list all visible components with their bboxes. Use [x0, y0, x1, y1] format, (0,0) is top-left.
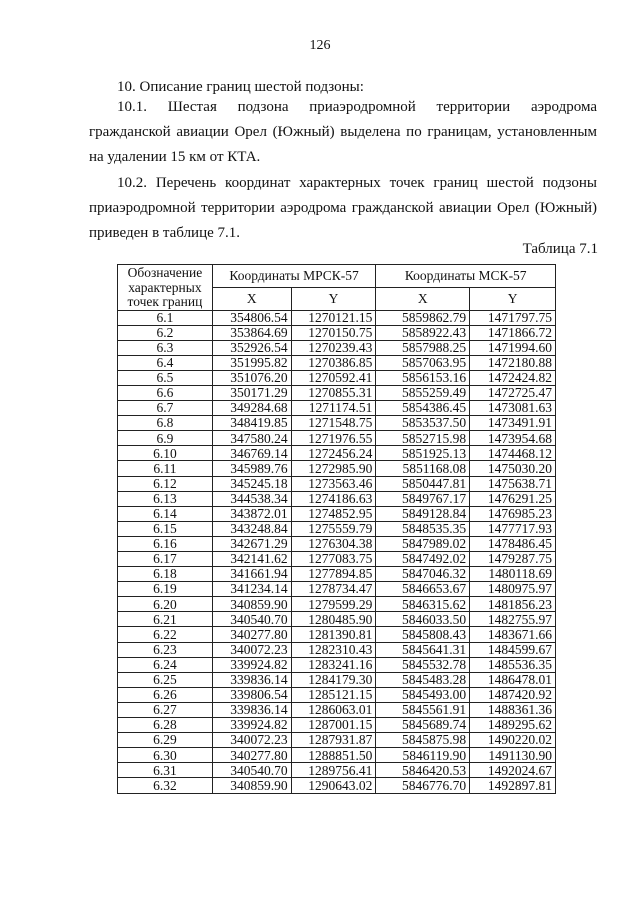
mrsk-y-cell: 1270121.15: [291, 310, 376, 325]
point-id-cell: 6.6: [118, 385, 213, 400]
point-id-cell: 6.20: [118, 597, 213, 612]
msk-y-cell: 1478486.45: [470, 536, 556, 551]
msk-x-cell: 5858922.43: [376, 325, 470, 340]
msk-x-cell: 5854386.45: [376, 401, 470, 416]
msk-x-cell: 5846420.53: [376, 763, 470, 778]
msk-y-cell: 1480118.69: [470, 567, 556, 582]
mrsk-y-cell: 1279599.29: [291, 597, 376, 612]
table-row: [118, 431, 556, 446]
msk-y-cell: 1473081.63: [470, 401, 556, 416]
msk-y-cell: 1471797.75: [470, 310, 556, 325]
point-id-cell: 6.2: [118, 325, 213, 340]
header-mrsk-57: Координаты МРСК-57: [212, 265, 376, 288]
msk-x-cell: 5853537.50: [376, 416, 470, 431]
page-number: 126: [309, 38, 331, 53]
point-id-cell: 6.15: [118, 521, 213, 536]
mrsk-y-cell: 1274186.63: [291, 491, 376, 506]
msk-x-cell: 5845875.98: [376, 733, 470, 748]
mrsk-y-cell: 1271548.75: [291, 416, 376, 431]
table-row: [118, 748, 556, 763]
mrsk-y-cell: 1270592.41: [291, 370, 376, 385]
msk-y-cell: 1473954.68: [470, 431, 556, 446]
table-row: [118, 718, 556, 733]
point-id-cell: 6.13: [118, 491, 213, 506]
point-id-cell: 6.10: [118, 446, 213, 461]
point-id-cell: 6.1: [118, 310, 213, 325]
msk-x-cell: 5847046.32: [376, 567, 470, 582]
table-row: [118, 370, 556, 385]
table-row: [118, 612, 556, 627]
mrsk-y-cell: 1287931.87: [291, 733, 376, 748]
mrsk-x-cell: 343872.01: [212, 506, 291, 521]
msk-y-cell: 1472424.82: [470, 370, 556, 385]
point-id-cell: 6.12: [118, 476, 213, 491]
point-id-cell: 6.11: [118, 461, 213, 476]
msk-y-cell: 1476985.23: [470, 506, 556, 521]
table-row: [118, 310, 556, 325]
msk-y-cell: 1488361.36: [470, 702, 556, 717]
msk-x-cell: 5849128.84: [376, 506, 470, 521]
point-id-cell: 6.4: [118, 355, 213, 370]
point-id-cell: 6.21: [118, 612, 213, 627]
mrsk-x-cell: 348419.85: [212, 416, 291, 431]
msk-y-cell: 1471866.72: [470, 325, 556, 340]
header-msk-y: Y: [470, 287, 556, 310]
mrsk-x-cell: 352926.54: [212, 340, 291, 355]
mrsk-y-cell: 1274852.95: [291, 506, 376, 521]
msk-x-cell: 5846315.62: [376, 597, 470, 612]
msk-y-cell: 1474468.12: [470, 446, 556, 461]
mrsk-y-cell: 1275559.79: [291, 521, 376, 536]
table-row: [118, 567, 556, 582]
msk-x-cell: 5845561.91: [376, 702, 470, 717]
msk-y-cell: 1491130.90: [470, 748, 556, 763]
mrsk-x-cell: 354806.54: [212, 310, 291, 325]
msk-x-cell: 5847989.02: [376, 536, 470, 551]
paragraph-10-1: 10.1. Шестая подзона приаэродромной территории аэродрома гражданской авиации Орел (Южный) выделена по границам, установленным на удалении 15 км от КТА.: [89, 99, 597, 165]
point-id-cell: 6.16: [118, 536, 213, 551]
msk-x-cell: 5857063.95: [376, 355, 470, 370]
table-row: [118, 672, 556, 687]
header-msk-57: Координаты МСК-57: [376, 265, 556, 288]
mrsk-y-cell: 1278734.47: [291, 582, 376, 597]
mrsk-y-cell: 1277083.75: [291, 552, 376, 567]
table-row: [118, 476, 556, 491]
point-id-cell: 6.9: [118, 431, 213, 446]
msk-y-cell: 1485536.35: [470, 657, 556, 672]
table-row: [118, 340, 556, 355]
point-id-cell: 6.5: [118, 370, 213, 385]
header-point-designation: Обозначение характерных точек границ: [118, 265, 213, 311]
mrsk-y-cell: 1289756.41: [291, 763, 376, 778]
mrsk-x-cell: 339924.82: [212, 657, 291, 672]
mrsk-x-cell: 342671.29: [212, 536, 291, 551]
msk-y-cell: 1492024.67: [470, 763, 556, 778]
msk-x-cell: 5845483.28: [376, 672, 470, 687]
table-row: [118, 416, 556, 431]
mrsk-x-cell: 339924.82: [212, 718, 291, 733]
mrsk-x-cell: 353864.69: [212, 325, 291, 340]
paragraph-10-2: 10.2. Перечень координат характерных точек границ шестой подзоны приаэродромной территории аэродрома гражданской авиации Орел (Южный) приведен в таблице 7.1.: [89, 175, 597, 241]
msk-x-cell: 5845532.78: [376, 657, 470, 672]
msk-y-cell: 1489295.62: [470, 718, 556, 733]
table-row: [118, 401, 556, 416]
msk-x-cell: 5856153.16: [376, 370, 470, 385]
msk-x-cell: 5849767.17: [376, 491, 470, 506]
table-row: [118, 325, 556, 340]
point-id-cell: 6.24: [118, 657, 213, 672]
msk-y-cell: 1475030.20: [470, 461, 556, 476]
point-id-cell: 6.22: [118, 627, 213, 642]
msk-x-cell: 5847492.02: [376, 552, 470, 567]
msk-y-cell: 1479287.75: [470, 552, 556, 567]
mrsk-x-cell: 340859.90: [212, 778, 291, 793]
table-header-row: [118, 265, 556, 288]
point-id-cell: 6.7: [118, 401, 213, 416]
table-row: [118, 536, 556, 551]
msk-x-cell: 5851925.13: [376, 446, 470, 461]
mrsk-x-cell: 340859.90: [212, 597, 291, 612]
msk-x-cell: 5846119.90: [376, 748, 470, 763]
mrsk-x-cell: 339836.14: [212, 702, 291, 717]
msk-x-cell: 5846033.50: [376, 612, 470, 627]
point-id-cell: 6.28: [118, 718, 213, 733]
table-row: [118, 733, 556, 748]
point-id-cell: 6.29: [118, 733, 213, 748]
msk-y-cell: 1486478.01: [470, 672, 556, 687]
mrsk-x-cell: 342141.62: [212, 552, 291, 567]
point-id-cell: 6.30: [118, 748, 213, 763]
mrsk-x-cell: 340540.70: [212, 763, 291, 778]
header-msk-x: X: [376, 287, 470, 310]
msk-y-cell: 1480975.97: [470, 582, 556, 597]
table-body: [118, 310, 556, 793]
table-row: [118, 763, 556, 778]
table-row: [118, 627, 556, 642]
mrsk-x-cell: 340277.80: [212, 748, 291, 763]
point-id-cell: 6.26: [118, 687, 213, 702]
msk-x-cell: 5845689.74: [376, 718, 470, 733]
mrsk-y-cell: 1282310.43: [291, 642, 376, 657]
table-row: [118, 491, 556, 506]
msk-x-cell: 5852715.98: [376, 431, 470, 446]
point-id-cell: 6.25: [118, 672, 213, 687]
mrsk-x-cell: 347580.24: [212, 431, 291, 446]
mrsk-y-cell: 1277894.85: [291, 567, 376, 582]
table-row: [118, 355, 556, 370]
mrsk-x-cell: 351995.82: [212, 355, 291, 370]
table-row: [118, 687, 556, 702]
msk-y-cell: 1487420.92: [470, 687, 556, 702]
msk-x-cell: 5855259.49: [376, 385, 470, 400]
table-row: [118, 597, 556, 612]
point-id-cell: 6.23: [118, 642, 213, 657]
mrsk-y-cell: 1276304.38: [291, 536, 376, 551]
mrsk-y-cell: 1270855.31: [291, 385, 376, 400]
table-row: [118, 552, 556, 567]
section-title: 10. Описание границ шестой подзоны:: [117, 79, 364, 95]
mrsk-y-cell: 1288851.50: [291, 748, 376, 763]
mrsk-y-cell: 1290643.02: [291, 778, 376, 793]
msk-x-cell: 5859862.79: [376, 310, 470, 325]
mrsk-x-cell: 349284.68: [212, 401, 291, 416]
mrsk-x-cell: 341661.94: [212, 567, 291, 582]
point-id-cell: 6.27: [118, 702, 213, 717]
header-mrsk-x: X: [212, 287, 291, 310]
msk-y-cell: 1482755.97: [470, 612, 556, 627]
point-id-cell: 6.32: [118, 778, 213, 793]
mrsk-y-cell: 1270239.43: [291, 340, 376, 355]
mrsk-x-cell: 346769.14: [212, 446, 291, 461]
mrsk-y-cell: 1281390.81: [291, 627, 376, 642]
table-row: [118, 506, 556, 521]
table-row: [118, 521, 556, 536]
table-row: [118, 385, 556, 400]
header-mrsk-y: Y: [291, 287, 376, 310]
mrsk-y-cell: 1280485.90: [291, 612, 376, 627]
msk-x-cell: 5845493.00: [376, 687, 470, 702]
msk-x-cell: 5846776.70: [376, 778, 470, 793]
point-id-cell: 6.17: [118, 552, 213, 567]
mrsk-y-cell: 1285121.15: [291, 687, 376, 702]
msk-y-cell: 1483671.66: [470, 627, 556, 642]
msk-x-cell: 5846653.67: [376, 582, 470, 597]
mrsk-x-cell: 340277.80: [212, 627, 291, 642]
msk-y-cell: 1471994.60: [470, 340, 556, 355]
mrsk-y-cell: 1271976.55: [291, 431, 376, 446]
point-id-cell: 6.18: [118, 567, 213, 582]
point-id-cell: 6.31: [118, 763, 213, 778]
table-row: [118, 657, 556, 672]
mrsk-y-cell: 1287001.15: [291, 718, 376, 733]
msk-x-cell: 5857988.25: [376, 340, 470, 355]
table-row: [118, 582, 556, 597]
table-row: [118, 446, 556, 461]
mrsk-x-cell: 339806.54: [212, 687, 291, 702]
coordinates-table: [117, 264, 556, 794]
table-row: [118, 778, 556, 793]
point-id-cell: 6.19: [118, 582, 213, 597]
mrsk-x-cell: 340072.23: [212, 642, 291, 657]
mrsk-y-cell: 1283241.16: [291, 657, 376, 672]
mrsk-y-cell: 1271174.51: [291, 401, 376, 416]
mrsk-x-cell: 351076.20: [212, 370, 291, 385]
msk-x-cell: 5845641.31: [376, 642, 470, 657]
point-id-cell: 6.14: [118, 506, 213, 521]
mrsk-x-cell: 343248.84: [212, 521, 291, 536]
mrsk-y-cell: 1272985.90: [291, 461, 376, 476]
mrsk-x-cell: 350171.29: [212, 385, 291, 400]
mrsk-x-cell: 339836.14: [212, 672, 291, 687]
table-row: [118, 461, 556, 476]
mrsk-x-cell: 340072.23: [212, 733, 291, 748]
point-id-cell: 6.8: [118, 416, 213, 431]
mrsk-y-cell: 1270150.75: [291, 325, 376, 340]
msk-x-cell: 5851168.08: [376, 461, 470, 476]
msk-y-cell: 1472725.47: [470, 385, 556, 400]
table-row: [118, 642, 556, 657]
mrsk-x-cell: 340540.70: [212, 612, 291, 627]
msk-x-cell: 5848535.35: [376, 521, 470, 536]
mrsk-y-cell: 1273563.46: [291, 476, 376, 491]
mrsk-x-cell: 345245.18: [212, 476, 291, 491]
mrsk-y-cell: 1284179.30: [291, 672, 376, 687]
mrsk-x-cell: 344538.34: [212, 491, 291, 506]
msk-y-cell: 1477717.93: [470, 521, 556, 536]
mrsk-x-cell: 345989.76: [212, 461, 291, 476]
msk-y-cell: 1475638.71: [470, 476, 556, 491]
msk-x-cell: 5850447.81: [376, 476, 470, 491]
msk-y-cell: 1473491.91: [470, 416, 556, 431]
msk-y-cell: 1472180.88: [470, 355, 556, 370]
table-caption: Таблица 7.1: [522, 241, 598, 257]
table-row: [118, 702, 556, 717]
msk-y-cell: 1492897.81: [470, 778, 556, 793]
msk-y-cell: 1481856.23: [470, 597, 556, 612]
mrsk-y-cell: 1270386.85: [291, 355, 376, 370]
msk-y-cell: 1490220.02: [470, 733, 556, 748]
msk-x-cell: 5845808.43: [376, 627, 470, 642]
msk-y-cell: 1484599.67: [470, 642, 556, 657]
msk-y-cell: 1476291.25: [470, 491, 556, 506]
point-id-cell: 6.3: [118, 340, 213, 355]
mrsk-y-cell: 1286063.01: [291, 702, 376, 717]
mrsk-x-cell: 341234.14: [212, 582, 291, 597]
mrsk-y-cell: 1272456.24: [291, 446, 376, 461]
